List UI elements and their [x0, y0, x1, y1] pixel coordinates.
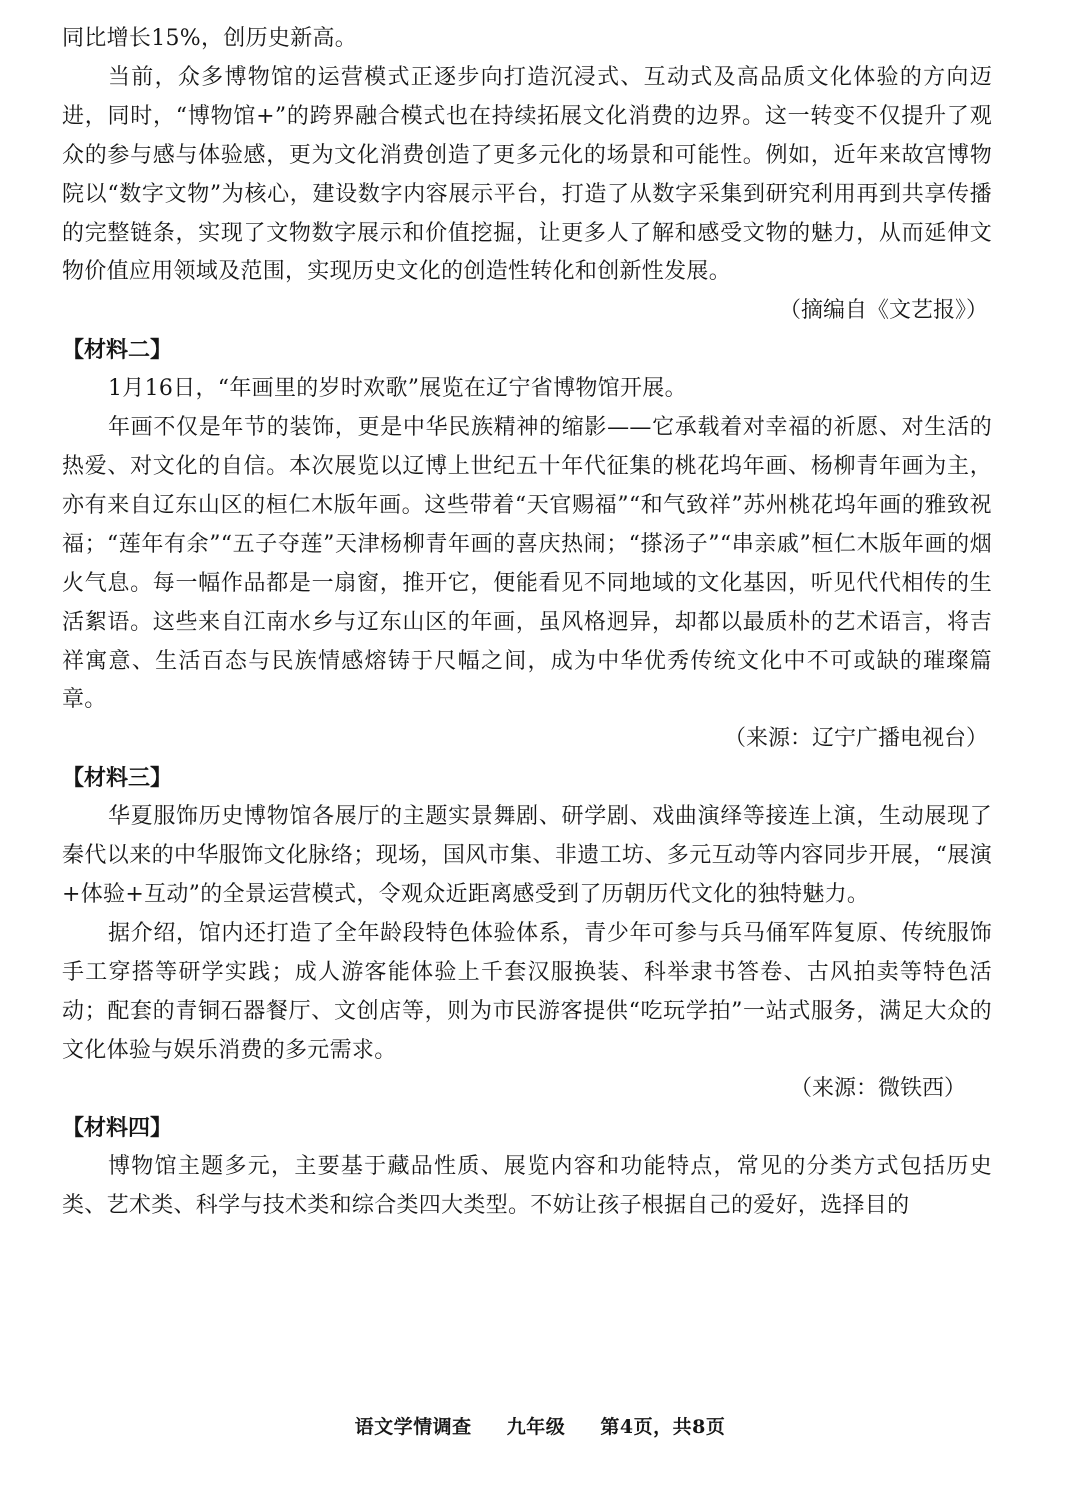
material2-heading: 【材料二】: [62, 337, 173, 364]
footer-grade: 九年级: [506, 1416, 566, 1438]
material2-paragraph-1: 1月16日，“年画里的岁时欢歌”展览在辽宁省博物馆开展。: [108, 376, 687, 402]
material1-continuation: 同比增长15%，创历史新高。: [62, 26, 358, 51]
material1-paragraph-2: 当前，众多博物馆的运营模式正逐步向打造沉浸式、互动式及高品质文化体验的方向迈进，同时，“博物馆+”的跨界融合模式也在持续拓展文化消费的边界。这一转变不仅提升了观众的参与感与体验感，更为文化消费创造了更多元化的场景和可能性。例如，近年来故宫博物院以“数字文物”为核心，建设数字内容展示平台，打造了从数字采集到研究利用再到共享传播的完整链条，实现了文物数字展示和价值挖掘，让更多人了解和感受文物的魅力，从而延伸文物价值应用领域及范围，实现历史文化的创造性转化和创新性发展。: [62, 64, 992, 285]
material3-paragraph-1: 华夏服饰历史博物馆各展厅的主题实景舞剧、研学剧、戏曲演绎等接连上演，生动展现了秦代以来的中华服饰文化脉络；现场，国风市集、非遗工坊、多元互动等内容同步开展，“展演+体验+互动”的全景运营模式，令观众近距离感受到了历朝历代文化的独特魅力。: [62, 804, 992, 907]
material4-heading: 【材料四】: [62, 1115, 173, 1142]
footer-subject: 语文学情调查: [354, 1416, 472, 1438]
page-footer: [0, 1412, 1080, 1439]
material3-heading: 【材料三】: [62, 765, 173, 792]
material1-source: （摘编自《文艺报》）: [778, 298, 988, 324]
material2-paragraph-2: 年画不仅是年节的装饰，更是中华民族精神的缩影——它承载着对幸福的祈愿、对生活的热爱、对文化的自信。本次展览以辽博上世纪五十年代征集的桃花坞年画、杨柳青年画为主，亦有来自辽东山区的桓仁木版年画。这些带着“天官赐福”“和气致祥”苏州桃花坞年画的雅致祝福；“莲年有余”“五子夺莲”天津杨柳青年画的喜庆热闹；“搽汤子”“串亲戚”桓仁木版年画的烟火气息。每一幅作品都是一扇窗，推开它，便能看见不同地域的文化基因，听见代代相传的生活絮语。这些来自江南水乡与辽东山区的年画，虽风格迥异，却都以最质朴的艺术语言，将吉祥寓意、生活百态与民族情感熔铸于尺幅之间，成为中华优秀传统文化中不可或缺的璀璨篇章。: [62, 415, 992, 713]
material3-paragraph-2: 据介绍，馆内还打造了全年龄段特色体验体系，青少年可参与兵马俑军阵复原、传统服饰手工穿搭等研学实践；成人游客能体验上千套汉服换装、科举隶书答卷、古风拍卖等特色活动；配套的青铜石器餐厅、文创店等，则为市民游客提供“吃玩学拍”一站式服务，满足大众的文化体验与娱乐消费的多元需求。: [62, 920, 992, 1063]
material3-source: （来源：微铁西）: [789, 1076, 966, 1102]
footer-page-number: 第4页，共8页: [600, 1416, 726, 1438]
material2-source: （来源：辽宁广播电视台）: [723, 726, 988, 752]
material4-paragraph-1: 博物馆主题多元，主要基于藏品性质、展览内容和功能特点，常见的分类方式包括历史类、艺术类、科学与技术类和综合类四大类型。不妨让孩子根据自己的爱好，选择目的: [62, 1154, 992, 1219]
